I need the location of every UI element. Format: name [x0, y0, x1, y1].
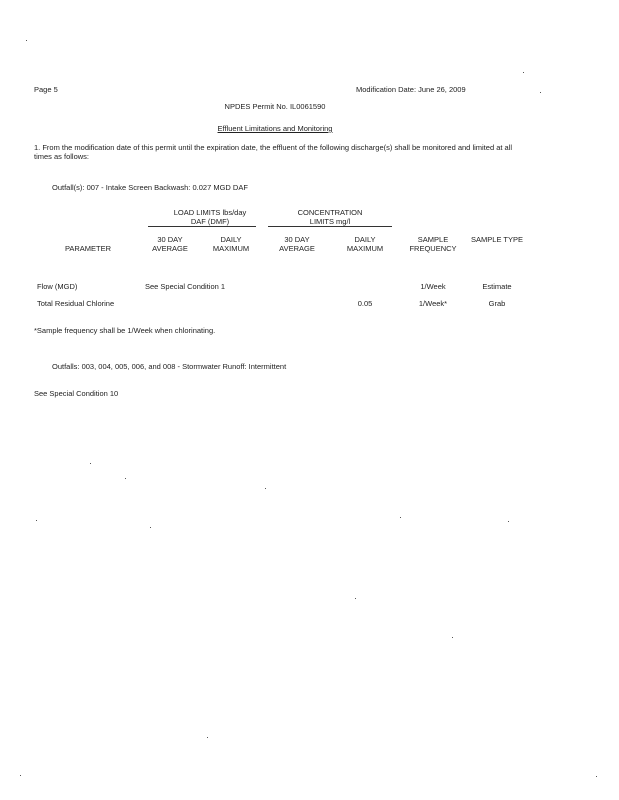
scan-speck — [596, 776, 597, 777]
col-load-max: DAILY MAXIMUM — [212, 235, 250, 254]
row-parameter: Total Residual Chlorine — [37, 299, 115, 308]
special-condition-note: See Special Condition 10 — [34, 389, 119, 398]
intro-paragraph: 1. From the modification date of this permit until the expiration date, the effluent of the following discharge(s) shall be monitored and limited at all times as follows: — [34, 143, 513, 162]
row-parameter: Flow (MGD) — [37, 282, 78, 291]
col-conc-avg: 30 DAY AVERAGE — [279, 235, 315, 254]
scan-speck — [36, 520, 37, 521]
permit-number: NPDES Permit No. IL0061590 — [224, 102, 326, 111]
scan-speck — [90, 463, 91, 464]
scan-speck — [125, 478, 126, 479]
scan-speck — [508, 521, 509, 522]
concentration-header: CONCENTRATION — [297, 208, 363, 217]
scan-speck — [26, 40, 27, 41]
stormwater-outfalls: Outfalls: 003, 004, 005, 006, and 008 - Stormwater Runoff: Intermittent — [52, 362, 287, 371]
scan-speck — [207, 737, 208, 738]
row-sample-type: Estimate — [482, 282, 512, 291]
col-parameter: PARAMETER — [64, 244, 112, 253]
col-conc-max: DAILY MAXIMUM — [346, 235, 384, 254]
col-load-avg: 30 DAY AVERAGE — [152, 235, 188, 254]
scan-speck — [355, 598, 356, 599]
outfall-title: Outfall(s): 007 - Intake Screen Backwash: 0.027 MGD DAF — [52, 183, 248, 192]
row-load-avg: See Special Condition 1 — [145, 282, 226, 291]
scan-speck — [523, 72, 524, 73]
row-frequency: 1/Week* — [418, 299, 448, 308]
row-conc-max: 0.05 — [357, 299, 373, 308]
scan-speck — [400, 517, 401, 518]
page-number: Page 5 — [34, 85, 58, 94]
load-limits-rule — [148, 226, 256, 227]
row-sample-type: Grab — [488, 299, 506, 308]
scan-speck — [540, 92, 541, 93]
scan-speck — [452, 637, 453, 638]
section-title: Effluent Limitations and Monitoring — [217, 124, 333, 133]
load-limits-header: LOAD LIMITS lbs/day — [173, 208, 247, 217]
row-frequency: 1/Week — [420, 282, 446, 291]
concentration-rule — [268, 226, 392, 227]
footnote: *Sample frequency shall be 1/Week when chlorinating. — [34, 326, 216, 335]
load-limits-subheader: DAF (DMF) — [190, 217, 230, 226]
scan-speck — [150, 527, 151, 528]
modification-date: Modification Date: June 26, 2009 — [356, 85, 466, 94]
col-sample-frequency: SAMPLE FREQUENCY — [409, 235, 457, 254]
scan-speck — [20, 775, 21, 776]
col-sample-type: SAMPLE TYPE — [471, 235, 523, 244]
scan-speck — [265, 488, 266, 489]
concentration-subheader: LIMITS mg/l — [309, 217, 351, 226]
